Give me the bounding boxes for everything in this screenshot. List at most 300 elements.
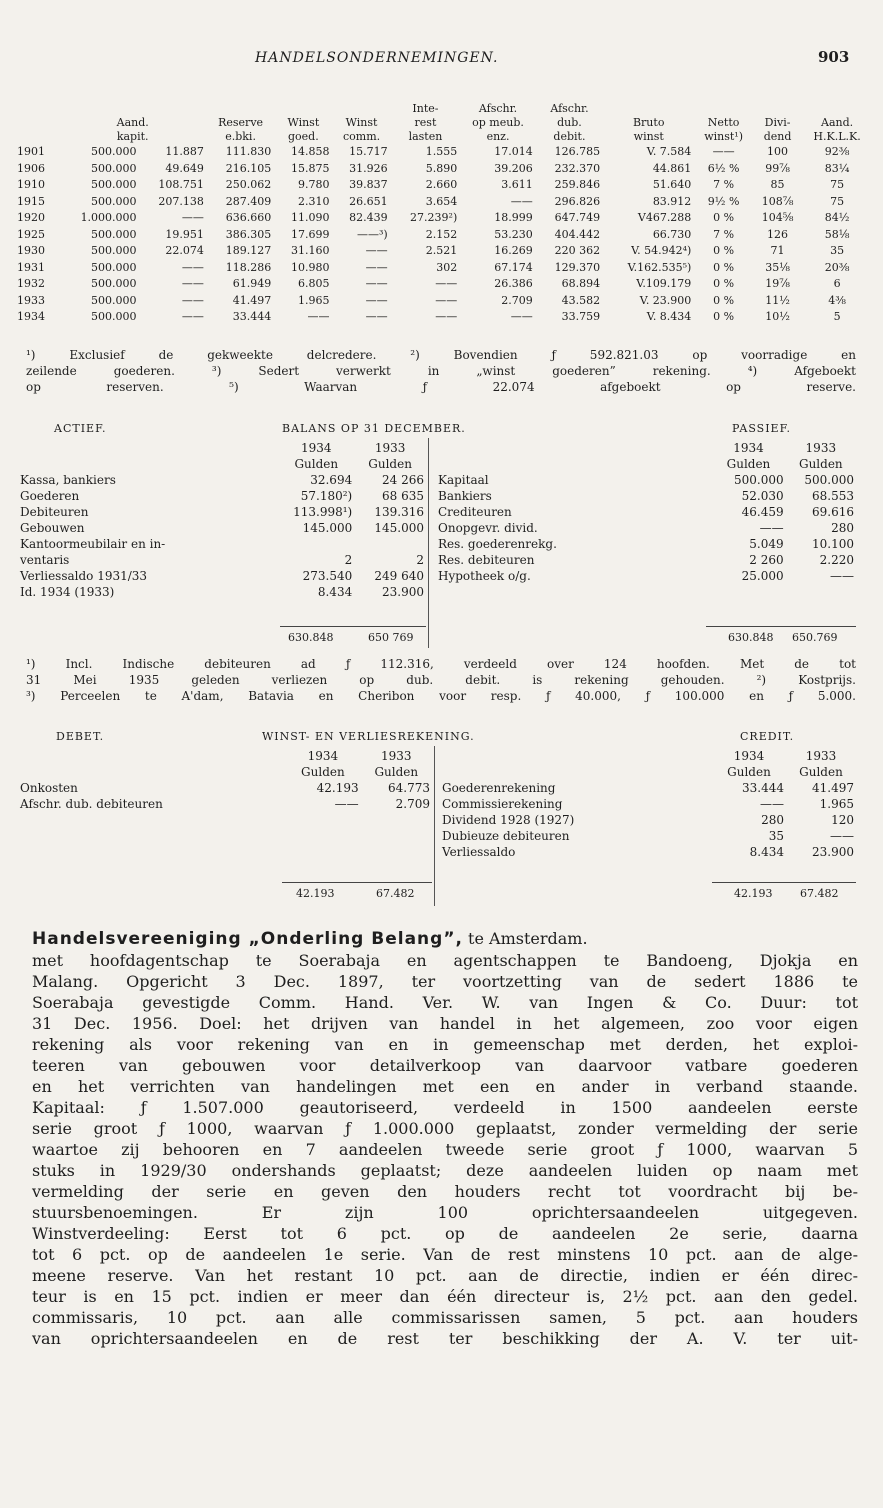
ledger-value-1933: 2 — [416, 553, 424, 567]
ledger-value-1933: 69.616 — [812, 505, 854, 519]
history-cell: 1910 — [17, 178, 45, 192]
history-cell: 66.730 — [652, 227, 692, 241]
history-header-cell: kapit. — [116, 130, 149, 143]
history-cell: —— — [365, 310, 388, 324]
history-cell: 0 % — [713, 310, 735, 324]
history-header-cell — [802, 102, 872, 116]
history-cell: 216.105 — [225, 161, 272, 175]
ledger-value-1933: 1.965 — [819, 797, 854, 811]
ledger-label: Debiteuren — [20, 505, 89, 519]
ledger-value-1933: 145.000 — [374, 521, 424, 535]
company-place: te Amsterdam. — [462, 929, 588, 948]
history-header-cell: winst¹) — [704, 130, 743, 143]
history-cell: 17.699 — [290, 227, 330, 241]
history-cell: 250.062 — [225, 178, 272, 192]
history-header-cell: goed. — [288, 130, 319, 143]
history-cell: 111.830 — [225, 145, 272, 159]
history-cell: 27.239²) — [410, 211, 458, 225]
history-cell: 71 — [770, 244, 785, 258]
wv-debet-table — [18, 748, 432, 812]
ledger-row — [436, 488, 856, 504]
article-line: meene reserve. Van het restant 10 pct. aan de directie, indien er één direc- — [32, 1266, 858, 1285]
history-cell: 31.926 — [349, 161, 388, 175]
ledger-value-1934: 57.180²) — [300, 489, 353, 503]
history-header-cell: lasten — [408, 130, 443, 143]
history-cell: 207.138 — [158, 194, 204, 208]
ledger-unit: Gulden — [726, 457, 771, 471]
history-header-cell — [14, 116, 58, 130]
history-cell: 500.000 — [91, 227, 137, 241]
history-cell: 75 — [830, 194, 845, 208]
ledger-value-1933: 68 635 — [382, 489, 424, 503]
ledger-value-1934: 2 — [344, 553, 353, 567]
history-cell: 100 — [767, 145, 789, 159]
ledger-year-row — [436, 440, 856, 456]
history-header-cell — [694, 102, 753, 116]
history-header-cell: Netto — [707, 116, 740, 129]
history-cell: 67.174 — [494, 260, 533, 274]
history-cell: 5 — [833, 310, 841, 324]
ledger-row — [436, 504, 856, 520]
history-cell: —— — [712, 145, 735, 159]
history-cell: 16.269 — [494, 244, 533, 258]
ledger-label: Res. goederenrekg. — [438, 537, 557, 551]
balans-left-total-1934: 630.848 — [288, 631, 334, 644]
ledger-label: Commissierekening — [442, 797, 563, 811]
ledger-value-1933 — [354, 536, 426, 552]
history-cell: 18.999 — [494, 211, 533, 225]
history-cell: 11½ — [765, 293, 790, 307]
history-cell: 259.846 — [554, 178, 601, 192]
history-cell: 232.370 — [554, 161, 601, 175]
history-cell: —— — [435, 277, 458, 291]
ledger-unit: Gulden — [301, 765, 345, 779]
balans-title: BALANS OP 31 DECEMBER. — [282, 422, 466, 435]
ledger-value-1934: 500.000 — [734, 473, 784, 487]
history-header-cell — [207, 102, 274, 116]
ledger-value-1934: 33.444 — [742, 781, 784, 795]
history-cell: —— — [510, 310, 533, 324]
history-cell: 126.785 — [554, 145, 601, 159]
history-cell: —— — [365, 244, 388, 258]
company-name: Handelsvereeniging „Onderling Belang”, — [32, 929, 463, 949]
history-cell: 0 % — [713, 277, 735, 291]
ledger-row — [18, 488, 426, 504]
history-table — [14, 102, 872, 326]
history-row — [14, 260, 872, 277]
ledger-value-1933: 41.497 — [812, 781, 854, 795]
balans-left-rule — [280, 626, 426, 627]
ledger-label: Gebouwen — [20, 521, 85, 535]
history-header-cell — [14, 102, 58, 116]
history-cell: 53.230 — [494, 227, 533, 241]
balans-right-total-1933: 650.769 — [792, 631, 838, 644]
history-cell: 26.651 — [349, 194, 388, 208]
ledger-value-1934: 145.000 — [302, 521, 353, 535]
article-line: teeren van gebouwen voor detailverkoop van daarvoor vatbare goederen — [32, 1056, 858, 1075]
history-cell: 287.409 — [225, 194, 272, 208]
history-cell: 61.949 — [232, 277, 272, 291]
history-row — [14, 194, 872, 211]
ledger-row — [18, 552, 426, 568]
ledger-row — [436, 520, 856, 536]
ledger-year: 1934 — [733, 749, 765, 763]
ledger-label: Goederen — [20, 489, 80, 503]
wv-right-total-1934: 42.193 — [734, 887, 773, 900]
ledger-unit: Gulden — [798, 457, 843, 471]
history-cell: —— — [181, 277, 204, 291]
history-cell: 500.000 — [91, 260, 137, 274]
ledger-unit-row — [18, 456, 426, 472]
footnote-line: ¹) Incl. Indische debiteuren ad ƒ 112.316, verdeeld over 124 hoofden. Met de tot — [26, 657, 856, 671]
history-cell: V. 54.942⁴) — [631, 244, 692, 258]
history-cell: 2.660 — [425, 178, 458, 192]
ledger-label: Dividend 1928 (1927) — [442, 813, 575, 827]
history-header-cell: H.K.L.K. — [813, 130, 861, 143]
history-cell: 220 362 — [554, 244, 601, 258]
ledger-label: Dubieuze debiteuren — [442, 829, 570, 843]
history-cell: V. 23.900 — [639, 293, 692, 307]
history-cell: 99⅞ — [765, 161, 790, 175]
ledger-label: Kassa, bankiers — [20, 473, 116, 487]
ledger-unit: Gulden — [727, 765, 771, 779]
history-row — [14, 161, 872, 178]
ledger-value-1933: 2.220 — [819, 553, 854, 567]
article-line: teur is en 15 pct. indien er meer dan één directeur is, 2½ pct. aan den gedel. — [32, 1287, 858, 1306]
history-row — [14, 177, 872, 194]
ledger-row — [18, 796, 432, 812]
article-heading — [32, 928, 858, 950]
history-cell: 4⅜ — [828, 293, 846, 307]
wv-divider — [434, 746, 435, 906]
balans-left-title: ACTIEF. — [54, 422, 107, 435]
ledger-row — [440, 780, 856, 796]
history-header-cell: Reserve — [218, 116, 264, 129]
history-cell: 1915 — [17, 194, 45, 208]
history-header-cell: op meub. — [472, 116, 524, 129]
history-cell: 1925 — [17, 227, 45, 241]
article-line: serie groot ƒ 1000, waarvan ƒ 1.000.000 geplaatst, zonder vermelding der serie — [32, 1119, 858, 1138]
ledger-value-1933: 68.553 — [812, 489, 854, 503]
article-line: tot 6 pct. op de aandeelen 1e serie. Van de rest minstens 10 pct. aan de alge- — [32, 1245, 858, 1264]
history-cell: 1934 — [17, 310, 45, 324]
history-row — [14, 210, 872, 227]
history-cell: 22.074 — [165, 244, 204, 258]
history-cell: 500.000 — [91, 145, 137, 159]
history-cell: V.162.535⁵) — [627, 260, 692, 274]
history-cell: 85 — [770, 178, 785, 192]
ledger-label: Kantoormeubilair en in- — [20, 537, 166, 551]
history-cell: 20⅜ — [824, 260, 850, 274]
history-cell: 500.000 — [91, 293, 137, 307]
history-header-cell: Inte- — [412, 102, 439, 115]
history-header-cell — [753, 102, 802, 116]
ledger-year: 1933 — [805, 441, 837, 455]
history-cell: 500.000 — [91, 244, 137, 258]
history-header-cell: comm. — [342, 130, 381, 143]
history-cell: 26.386 — [494, 277, 533, 291]
history-cell: —— — [365, 260, 388, 274]
ledger-row — [436, 568, 856, 584]
ledger-label: Verliessaldo 1931/33 — [20, 569, 148, 583]
ledger-label: Hypotheek o/g. — [438, 569, 531, 583]
history-cell: 5.890 — [425, 161, 458, 175]
history-header-row — [14, 116, 872, 130]
article — [32, 928, 858, 1349]
ledger-row — [18, 536, 426, 552]
history-cell: 118.286 — [225, 260, 272, 274]
ledger-value-1934: 52.030 — [741, 489, 784, 503]
history-header-cell — [58, 102, 206, 116]
ledger-unit: Gulden — [374, 765, 419, 779]
ledger-value-1934: 2 260 — [749, 553, 784, 567]
article-line: Kapitaal: ƒ 1.507.000 geautoriseerd, verdeeld in 1500 aandeelen eerste — [32, 1098, 858, 1117]
ledger-label: Onkosten — [20, 781, 78, 795]
history-cell: 83¼ — [824, 161, 850, 175]
wv-left-total-1933: 67.482 — [376, 887, 415, 900]
history-cell: 33.444 — [232, 310, 272, 324]
ledger-year-row — [18, 748, 432, 764]
article-line: van oprichtersaandeelen en de rest ter beschikking der A. V. ter uit- — [32, 1329, 858, 1348]
history-cell: V. 8.434 — [646, 310, 692, 324]
history-cell: 15.875 — [290, 161, 330, 175]
history-cell: 11.090 — [290, 211, 330, 225]
ledger-spacer — [18, 748, 285, 764]
history-cell: 1.965 — [297, 293, 330, 307]
history-cell: ——³) — [356, 227, 388, 241]
history-cell: —— — [435, 310, 458, 324]
history-cell: 0 % — [713, 260, 735, 274]
ledger-spacer — [18, 456, 278, 472]
history-cell: 44.861 — [652, 161, 692, 175]
history-cell: 68.894 — [561, 277, 601, 291]
history-cell: 386.305 — [225, 227, 272, 241]
history-header-cell: Aand. — [821, 116, 854, 129]
ledger-row — [18, 504, 426, 520]
history-header-cell — [14, 130, 58, 144]
history-cell: 2.521 — [425, 244, 458, 258]
ledger-value-1934: —— — [759, 521, 784, 535]
history-cell: —— — [365, 293, 388, 307]
ledger-label: Crediteuren — [438, 505, 512, 519]
ledger-row — [18, 780, 432, 796]
ledger-label: Afschr. dub. debiteuren — [20, 797, 163, 811]
history-cell: 647.749 — [554, 211, 601, 225]
history-cell: 2.709 — [501, 293, 533, 307]
balans-divider — [428, 438, 429, 648]
history-row — [14, 227, 872, 244]
ledger-year: 1934 — [733, 441, 764, 455]
ledger-year: 1933 — [381, 749, 412, 763]
history-cell: 7 % — [713, 227, 735, 241]
ledger-spacer — [440, 764, 712, 780]
wv-left-rule — [282, 882, 432, 883]
history-cell: 296.826 — [554, 194, 601, 208]
history-cell: 302 — [436, 260, 458, 274]
history-cell: 1901 — [17, 145, 45, 159]
ledger-value-1934: 8.434 — [317, 585, 353, 599]
history-cell: 92⅜ — [824, 145, 850, 159]
ledger-year: 1933 — [805, 749, 837, 763]
history-cell: 75 — [830, 178, 845, 192]
history-cell: 1.555 — [425, 145, 458, 159]
history-cell: —— — [181, 211, 204, 225]
footnotes-balans — [26, 656, 856, 704]
ledger-value-1934: 42.193 — [316, 781, 359, 795]
ledger-value-1933: 249 640 — [374, 569, 424, 583]
ledger-row — [440, 844, 856, 860]
ledger-label: Verliessaldo — [442, 845, 516, 859]
ledger-value-1934: 5.049 — [749, 537, 784, 551]
balans-actief-table — [18, 440, 426, 600]
history-cell: 2.310 — [297, 194, 330, 208]
ledger-row — [436, 552, 856, 568]
history-cell: 10.980 — [290, 260, 330, 274]
history-cell: 11.887 — [165, 145, 204, 159]
ledger-row — [18, 568, 426, 584]
history-header-cell — [603, 102, 694, 116]
history-header-cell: Afschr. — [478, 102, 518, 115]
balans-left-total-1933: 650 769 — [368, 631, 414, 644]
ledger-value-1933: 64.773 — [388, 781, 430, 795]
ledger-value-1933: 23.900 — [382, 585, 424, 599]
history-cell: 19⅞ — [765, 277, 790, 291]
ledger-value-1933: 24 266 — [382, 473, 424, 487]
ledger-value-1933: —— — [830, 829, 854, 843]
history-header-cell: Aand. — [116, 116, 149, 129]
history-header-cell: rest — [414, 116, 437, 129]
history-cell: 500.000 — [91, 310, 137, 324]
ledger-label: Res. debiteuren — [438, 553, 535, 567]
history-cell: 500.000 — [91, 194, 137, 208]
history-cell: 39.206 — [494, 161, 533, 175]
ledger-value-1933: 10.100 — [812, 537, 854, 551]
article-body — [32, 950, 858, 1349]
history-cell: 41.497 — [232, 293, 272, 307]
history-header-cell: debit. — [553, 130, 586, 143]
ledger-row — [440, 812, 856, 828]
history-cell: 1920 — [17, 211, 45, 225]
history-cell: V467.288 — [637, 211, 692, 225]
footnote-line: op reserven. ⁵) Waarvan ƒ 22.074 afgeboekt op reserve. — [26, 380, 856, 394]
history-cell: 33.759 — [561, 310, 601, 324]
history-cell: 104⅝ — [761, 211, 794, 225]
history-cell: 1930 — [17, 244, 45, 258]
ledger-row — [436, 536, 856, 552]
article-line: 31 Dec. 1956. Doel: het drijven van handel in het algemeen, zoo voor eigen — [32, 1014, 858, 1033]
ledger-value-1933: 280 — [831, 521, 854, 535]
history-header-cell — [274, 102, 332, 116]
history-cell: 1933 — [17, 293, 45, 307]
history-cell: 3.654 — [425, 194, 458, 208]
history-cell: —— — [435, 293, 458, 307]
ledger-row — [440, 828, 856, 844]
history-cell: V. 7.584 — [646, 145, 692, 159]
history-header-cell: Winst — [287, 116, 320, 129]
ledger-year: 1934 — [307, 749, 339, 763]
ledger-unit-row — [18, 764, 432, 780]
ledger-value-1934: —— — [760, 797, 784, 811]
ledger-value-1933: 139.316 — [374, 505, 424, 519]
article-line: waartoe zij behooren en 7 aandeelen tweede serie groot ƒ 1000, waarvan 5 — [32, 1140, 858, 1159]
footnotes-history — [26, 347, 856, 395]
ledger-value-1934: 35 — [768, 829, 784, 843]
ledger-value-1934: —— — [334, 797, 359, 811]
history-cell: 126 — [767, 227, 789, 241]
history-cell: 15.717 — [349, 145, 388, 159]
history-header-cell: Winst — [345, 116, 378, 129]
history-cell: 108.751 — [158, 178, 204, 192]
article-line: Soerabaja gevestigde Comm. Hand. Ver. W. van Ingen & Co. Duur: tot — [32, 993, 858, 1012]
history-cell: 0 % — [713, 211, 735, 225]
history-cell: —— — [307, 310, 330, 324]
ledger-value-1934: 46.459 — [741, 505, 784, 519]
ledger-unit: Gulden — [294, 457, 339, 471]
history-cell: 17.014 — [494, 145, 533, 159]
ledger-spacer — [18, 764, 285, 780]
history-cell: 6 — [833, 277, 841, 291]
ledger-label: Bankiers — [438, 489, 492, 503]
footnote-line: ³) Perceelen te A'dam, Batavia en Cheribon voor resp. ƒ 40.000, ƒ 100.000 en ƒ 5.000. — [26, 689, 856, 703]
history-cell: 3.611 — [501, 178, 533, 192]
wv-left-total-1934: 42.193 — [296, 887, 335, 900]
history-header-row — [14, 130, 872, 144]
ledger-value-1934: 280 — [761, 813, 784, 827]
ledger-row — [436, 472, 856, 488]
history-cell: —— — [181, 260, 204, 274]
history-cell: 636.660 — [225, 211, 272, 225]
history-cell: —— — [181, 293, 204, 307]
history-header-cell — [332, 102, 390, 116]
ledger-value-1934: 25.000 — [741, 569, 784, 583]
ledger-value-1933: 120 — [831, 813, 854, 827]
history-cell: 0 % — [713, 244, 735, 258]
history-cell: 404.442 — [554, 227, 601, 241]
history-row — [14, 309, 872, 326]
ledger-year: 1934 — [301, 441, 332, 455]
history-cell: —— — [510, 194, 533, 208]
history-cell: 35 — [830, 244, 845, 258]
history-cell: 43.582 — [561, 293, 601, 307]
history-cell: 35⅛ — [765, 260, 790, 274]
history-header-cell: Divi- — [764, 116, 791, 129]
balans-passief-table — [436, 440, 856, 584]
ledger-unit-row — [436, 456, 856, 472]
history-cell: 9½ % — [707, 194, 740, 208]
history-cell: 0 % — [713, 293, 735, 307]
history-header-row — [14, 102, 872, 116]
balans-right-rule — [706, 626, 856, 627]
wv-title: WINST- EN VERLIESREKENING. — [262, 730, 475, 743]
history-cell: 39.837 — [349, 178, 388, 192]
ledger-year: 1933 — [374, 441, 406, 455]
history-cell: 1.000.000 — [80, 211, 137, 225]
ledger-row — [440, 796, 856, 812]
balans-right-title: PASSIEF. — [732, 422, 792, 435]
ledger-value-1934 — [278, 536, 354, 552]
history-cell: 84½ — [824, 211, 850, 225]
history-header-cell: winst — [633, 130, 664, 143]
ledger-value-1934: 8.434 — [749, 845, 784, 859]
history-header-cell: dub. — [557, 116, 582, 129]
history-cell: 500.000 — [91, 178, 137, 192]
article-line: stuursbenoemingen. Er zijn 100 oprichtersaandeelen uitgegeven. — [32, 1203, 858, 1222]
ledger-spacer — [436, 440, 711, 456]
history-cell: 10½ — [765, 310, 790, 324]
history-row — [14, 144, 872, 161]
history-row — [14, 293, 872, 310]
history-cell: 31.160 — [290, 244, 330, 258]
